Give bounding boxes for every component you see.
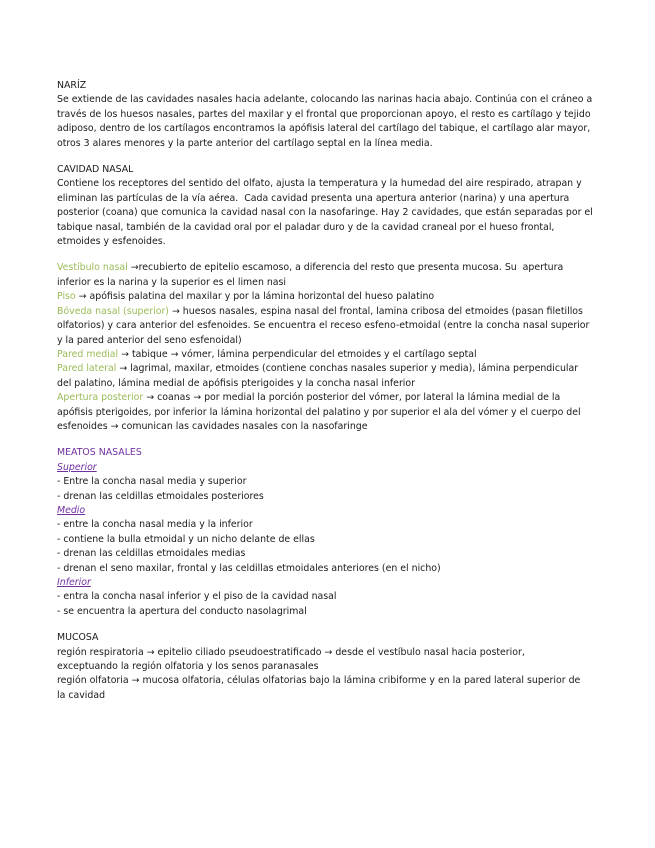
lateral-line-1 (57, 362, 605, 376)
vestibulo-line-1 (57, 261, 605, 275)
mucosa-olf-line-2: la cavidad (57, 689, 106, 701)
piso-text-1: apófisis palatina del maxilar y por la lámina horizontal del hueso palatino (86, 291, 435, 303)
list-item: - contiene la bulla etmoidal y un nicho delante de ellas (57, 533, 315, 545)
apertura-line-3 (57, 420, 605, 434)
nariz-line-1: Se extiende de las cavidades nasales hacia adelante, colocando las narinas hacia abajo. Continúa con el cráneo a (57, 94, 593, 106)
vestibulo-line-2: inferior es la narina y la superior es el limen nasi (57, 276, 287, 288)
list-item: - entre la concha nasal media y la inferior (57, 519, 253, 531)
list-item: - drenan las celdillas etmoidales posteriores (57, 490, 264, 502)
lateral-text-1: lagrimal, maxilar, etmoides (contiene conchas nasales superior y media), lámina perpendicular (127, 363, 579, 375)
arrow-right-icon: → (131, 675, 140, 687)
mucosa-resp-line-2: exceptuando la región olfatoria y los senos paranasales (57, 661, 319, 673)
arrow-right-icon: → (119, 363, 128, 375)
label-piso: Piso (57, 291, 76, 303)
cavidad-line-3: posterior (coana) que comunica la cavidad nasal con la nasofaringe. Hay 2 cavidades, que están separadas por el (57, 207, 593, 219)
list-item: - drenan las celdillas etmoidales medias (57, 548, 246, 560)
label-boveda-nasal: Bóveda nasal (superior) (57, 305, 169, 317)
arrow-right-icon: → (110, 420, 119, 432)
list-item: - entra la concha nasal inferior y el piso de la cavidad nasal (57, 591, 337, 603)
label-pared-medial: Pared medial (57, 348, 119, 360)
boveda-text-1: huesos nasales, espina nasal del frontal, lamina cribosa del etmoides (pasan filetillos (179, 305, 583, 317)
section-mucosa (57, 631, 605, 703)
arrow-right-icon: → (78, 291, 87, 303)
label-pared-lateral: Pared lateral (57, 363, 117, 375)
section-cavidad-nasal (57, 163, 605, 249)
heading-meatos-nasales: MEATOS NASALES (57, 447, 142, 459)
cavidad-line-4: tabique nasal, también de la cavidad oral por el paladar duro y de la cavidad craneal por el hueso frontal, (57, 221, 555, 233)
boveda-line-3: y la pared anterior del seno esfenoidal) (57, 334, 242, 346)
arrow-right-icon: → (171, 305, 180, 317)
piso-line-1 (57, 290, 605, 304)
apertura-text-1a: coanas (154, 392, 194, 404)
nariz-line-2: través de los huesos nasales, partes del maxilar y el frontal que proporcionan apoyo, el resto es cartílago y tejido (57, 108, 591, 120)
cavidad-line-1: Contiene los receptores del sentido del olfato, ajusta la temperatura y la humedad del aire respirado, atrapan y (57, 178, 582, 190)
mucosa-text: desde el vestíbulo nasal hacia posterior, (332, 646, 525, 658)
list-item: - se encuentra la apertura del conducto nasolagrimal (57, 605, 307, 617)
arrow-right-icon: → (121, 348, 129, 360)
subheading-inferior: Inferior (57, 577, 91, 588)
mucosa-text: mucosa olfatoria, células olfatorias bajo la lámina cribiforme y en la pared lateral superior de (139, 675, 581, 687)
boveda-line-2: olfatorios) y cara anterior del esfenoides. Se encuentra el receso esfeno-etmoidal (entre la concha nasal superior (57, 320, 590, 332)
heading-cavidad-nasal: CAVIDAD NASAL (57, 164, 134, 176)
medial-line-1 (57, 348, 605, 362)
apertura-line-1 (57, 391, 605, 405)
section-nariz (57, 79, 605, 151)
apertura-text-3a: esfenoides (57, 420, 111, 432)
apertura-text-3b: comunican las cavidades nasales con la nasofaringe (118, 420, 368, 432)
mucosa-text: región respiratoria (57, 646, 147, 658)
label-apertura-posterior: Apertura posterior (57, 392, 144, 404)
subheading-medio: Medio (57, 504, 86, 516)
document-page (57, 79, 605, 715)
boveda-line-1 (57, 305, 605, 319)
arrow-right-icon: → (146, 392, 155, 404)
mucosa-olf-line-1 (57, 674, 605, 688)
apertura-text-1b: por medial la porción posterior del vómer, por lateral la lámina medial de la (201, 392, 561, 404)
arrow-right-icon: → (193, 392, 202, 404)
label-vestibulo-nasal: Vestíbulo nasal (57, 262, 128, 274)
arrow-right-icon: → (146, 646, 155, 658)
vestibulo-text-1: recubierto de epitelio escamoso, a diferencia del resto que presenta mucosa. Su apertura (138, 262, 564, 274)
lateral-line-2: del palatino, lámina medial de apófisis pterigoides y la concha nasal inferior (57, 377, 415, 389)
list-item: - Entre la concha nasal media y superior (57, 476, 247, 488)
nariz-line-3: adiposo, dentro de los cartílagos encontramos la apófisis lateral del cartílago del tabique, el cartílago alar mayor, (57, 123, 591, 135)
subheading-superior: Superior (57, 461, 97, 473)
heading-nariz: NARÍZ (57, 80, 87, 91)
mucosa-text: epitelio ciliado pseudoestratificado (154, 646, 325, 658)
nariz-line-4: otros 3 alares menores y la parte anterior del cartílago septal en la línea media. (57, 137, 433, 149)
cavidad-line-2: eliminan las partículas de la vía aérea. Cada cavidad presenta una apertura anterior (narina) y una apertura (57, 192, 570, 204)
mucosa-resp-line-1 (57, 646, 605, 660)
section-meatos-nasales (57, 446, 605, 619)
arrow-right-icon: → (324, 646, 333, 658)
arrow-right-icon: → (130, 262, 139, 274)
section-partes-cavidad (57, 261, 605, 434)
mucosa-text: región olfatoria (57, 675, 132, 687)
cavidad-line-5: etmoides y esfenoides. (57, 236, 166, 248)
medial-text-1a: tabique (128, 348, 171, 360)
apertura-line-2: apófisis pterigoides, por inferior la lámina horizontal del palatino y por superior el ala del vómer y el cuerpo del (57, 406, 581, 418)
arrow-right-icon: → (170, 348, 179, 360)
list-item: - drenan el seno maxilar, frontal y las celdillas etmoidales anteriores (en el nicho) (57, 562, 441, 574)
heading-mucosa: MUCOSA (57, 632, 99, 644)
medial-text-1b: vómer, lámina perpendicular del etmoides y el cartílago septal (178, 348, 477, 360)
